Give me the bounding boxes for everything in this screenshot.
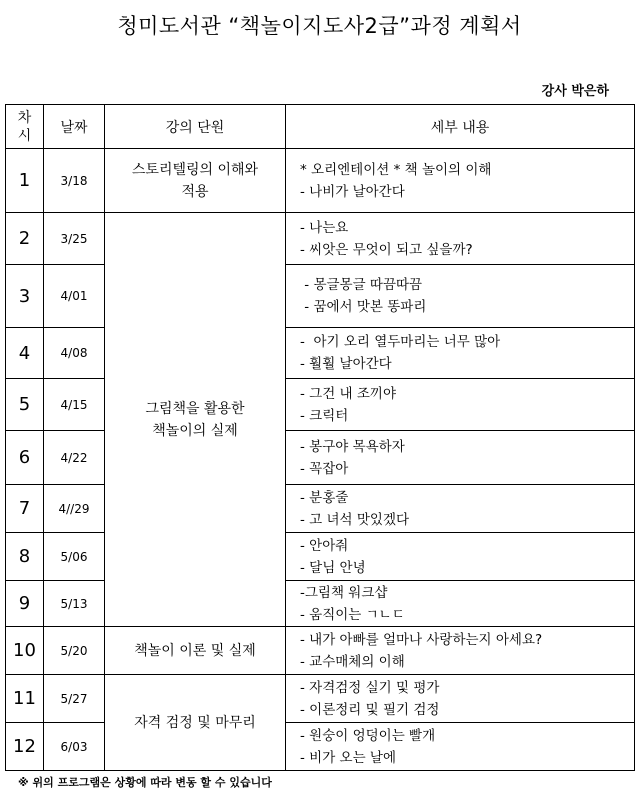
header-unit: 강의 단원 [105,105,286,149]
detail-cell [286,533,635,581]
instructor-name: 강사 박은하 [541,84,609,99]
session-date: 4/08 [44,328,105,379]
detail-line: - 나비가 날아간다 [300,183,405,200]
unit-cell: 스토리텔링의 이해와 적용 [105,149,286,213]
header-date: 날짜 [44,105,105,149]
session-number: 9 [6,581,44,627]
detail-cell [286,675,635,723]
detail-cell [286,328,635,379]
detail-line: - 이론정리 및 필기 검정 [300,701,440,718]
detail-line: - 비가 오는 날에 [300,749,396,766]
session-date: 4/22 [44,431,105,485]
detail-cell [286,431,635,485]
detail-line: - 아기 오리 열두마리는 너무 많아 [300,334,501,350]
session-number: 10 [6,627,44,675]
session-number: 4 [6,328,44,379]
table-row [6,213,635,265]
header-session: 차 시 [6,105,44,149]
detail-line: - 고 녀석 맛있겠다 [300,511,410,528]
table-row [6,533,635,581]
page-title: 청미도서관 “책놀이지도사2급”과정 계획서 [117,14,522,38]
session-date: 3/25 [44,213,105,265]
detail-line: * 오리엔테이션 * 책 놀이의 이해 [300,161,492,178]
detail-line: - 자격검정 실기 및 평가 [300,679,440,696]
schedule-table [5,104,635,771]
table-row [6,581,635,627]
session-date: 3/18 [44,149,105,213]
table-row [6,723,635,771]
session-date: 6/03 [44,723,105,771]
detail-cell [286,723,635,771]
unit-cell: 책놀이 이론 및 실제 [105,627,286,675]
detail-line: - 꼭잡아 [300,460,349,477]
detail-cell [286,485,635,533]
unit-cell: 그림책을 활용한 책놀이의 실제 [105,213,286,627]
session-number: 11 [6,675,44,723]
session-date: 5/13 [44,581,105,627]
table-row [6,265,635,328]
session-number: 6 [6,431,44,485]
detail-cell [286,379,635,431]
session-number: 7 [6,485,44,533]
detail-line: -그림책 워크샵 [300,584,388,601]
detail-line: - 움직이는 ㄱㄴㄷ [300,606,405,623]
table-row [6,627,635,675]
table-row [6,149,635,213]
detail-line: - 내가 아빠를 얼마나 사랑하는지 아세요? [300,631,543,648]
detail-line: - 그건 내 조끼야 [300,385,396,402]
detail-cell [286,627,635,675]
session-date: 4/01 [44,265,105,328]
table-row [6,431,635,485]
detail-line: - 분홍줄 [300,489,349,506]
session-date: 5/20 [44,627,105,675]
detail-cell [286,213,635,265]
detail-line: - 원숭이 엉덩이는 빨개 [300,727,436,744]
session-date: 4//29 [44,485,105,533]
detail-line: - 달님 안녕 [300,559,366,576]
table-row [6,379,635,431]
footnote: ※ 위의 프로그램은 상황에 따라 변동 할 수 있습니다 [18,776,272,789]
table-row [6,328,635,379]
unit-cell: 자격 검정 및 마무리 [105,675,286,771]
detail-line: - 크릭터 [300,407,349,424]
detail-cell [286,265,635,328]
detail-cell [286,581,635,627]
detail-line: - 훨훨 날아간다 [300,356,392,372]
session-date: 4/15 [44,379,105,431]
session-number: 12 [6,723,44,771]
detail-line: - 봉구야 목욕하자 [300,438,405,455]
detail-line: - 씨앗은 무엇이 되고 싶을까? [300,241,473,258]
detail-line: - 교수매체의 이해 [300,653,405,670]
session-number: 3 [6,265,44,328]
table-row [6,485,635,533]
session-number: 2 [6,213,44,265]
detail-line: - 나는요 [300,219,349,236]
session-date: 5/06 [44,533,105,581]
session-number: 5 [6,379,44,431]
header-detail: 세부 내용 [286,105,635,149]
table-row [6,675,635,723]
detail-line: - 꿈에서 맛본 똥파리 [300,299,427,315]
detail-line: - 몽글몽글 따끔따끔 [300,277,423,293]
session-number: 8 [6,533,44,581]
session-date: 5/27 [44,675,105,723]
header-row [6,105,635,149]
session-number: 1 [6,149,44,213]
detail-cell [286,149,635,213]
detail-line: - 안아줘 [300,537,349,554]
